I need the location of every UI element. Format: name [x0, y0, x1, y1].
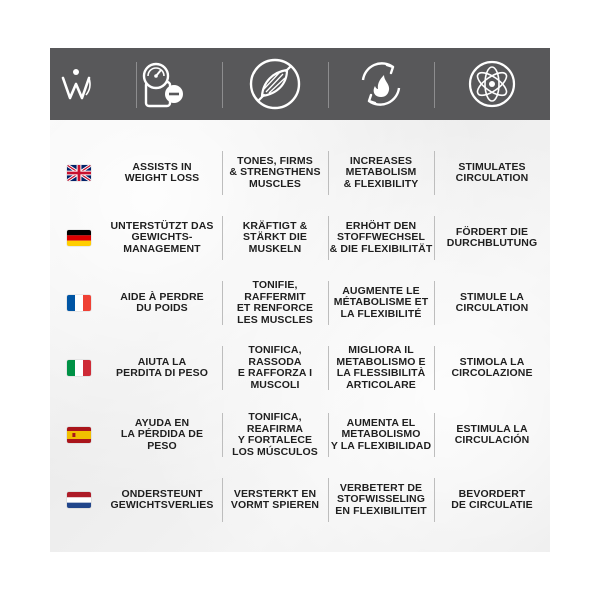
table-row [50, 208, 550, 268]
table-row [50, 405, 550, 465]
header-bar [50, 48, 550, 120]
benefit-weight-cell: UNTERSTÜTZT DAS GEWICHTS- MANAGEMENT [110, 219, 214, 255]
benefit-weight-cell: AIDE À PERDRE DU POIDS [120, 290, 204, 314]
benefit-muscle-cell: TONIFICA, REAFIRMA Y FORTALECE LOS MÚSCULOS [232, 411, 318, 458]
benefit-circulation-cell: STIMOLA LA CIRCOLAZIONE [451, 355, 533, 379]
benefit-weight-cell: AYUDA EN LA PÉRDIDA DE PESO [120, 416, 204, 452]
benefit-metabolism-cell: AUGMENTE LE MÉTABOLISME ET LA FLEXIBILITÉ [333, 284, 429, 320]
benefit-weight-cell: ASSISTS IN WEIGHT LOSS [124, 160, 200, 184]
benefit-metabolism-cell: MIGLIORA IL METABOLISMO E LA FLESSIBILITÀ ARTICOLARE [336, 344, 426, 391]
table-row [50, 273, 550, 333]
france-flag-icon [67, 295, 91, 311]
circulation-orbit-icon [434, 48, 550, 120]
weight-scale-icon [102, 48, 222, 120]
germany-flag-icon [67, 230, 91, 246]
benefit-muscle-cell: TONIFIE, RAFFERMIT ET RENFORCE LES MUSCLES [236, 279, 314, 326]
benefit-circulation-cell: FÖRDERT DIE DURCHBLUTUNG [446, 225, 538, 249]
benefit-muscle-cell: TONES, FIRMS & STRENGTHENS MUSCLES [229, 154, 321, 190]
benefit-weight-cell: ONDERSTEUNT GEWICHTSVERLIES [110, 487, 214, 511]
table-row [50, 338, 550, 398]
uk-flag-icon [67, 165, 91, 181]
benefit-weight-cell: AIUTA LA PERDITA DI PESO [116, 355, 208, 379]
spain-flag-icon [67, 427, 91, 443]
benefit-muscle-cell: TONIFICA, RASSODA E RAFFORZA I MUSCOLI [237, 344, 313, 391]
table-row [50, 470, 550, 530]
benefit-circulation-cell: STIMULATES CIRCULATION [455, 160, 529, 184]
brand-logo [50, 48, 102, 120]
benefit-muscle-cell: VERSTERKT EN VORMT SPIEREN [230, 487, 320, 511]
muscle-icon [222, 48, 328, 120]
benefit-metabolism-cell: INCREASES METABOLISM & FLEXIBILITY [343, 154, 419, 190]
benefit-muscle-cell: KRÄFTIGT & STÄRKT DIE MUSKELN [242, 219, 308, 255]
benefits-panel [50, 48, 550, 552]
benefit-metabolism-cell: VERBETERT DE STOFWISSELING EN FLEXIBILITEIT [335, 481, 427, 517]
benefit-circulation-cell: BEVORDERT DE CIRCULATIE [451, 487, 533, 511]
benefit-metabolism-cell: ERHÖHT DEN STOFFWECHSEL & DIE FLEXIBILITÄT [329, 219, 433, 255]
benefit-metabolism-cell: AUMENTA EL METABOLISMO Y LA FLEXIBILIDAD [330, 416, 432, 452]
benefit-circulation-cell: STIMULE LA CIRCULATION [455, 290, 529, 314]
netherlands-flag-icon [67, 492, 91, 508]
metabolism-fire-icon [328, 48, 434, 120]
benefit-circulation-cell: ESTIMULA LA CIRCULACIÓN [454, 422, 530, 446]
table-row [50, 143, 550, 203]
italy-flag-icon [67, 360, 91, 376]
